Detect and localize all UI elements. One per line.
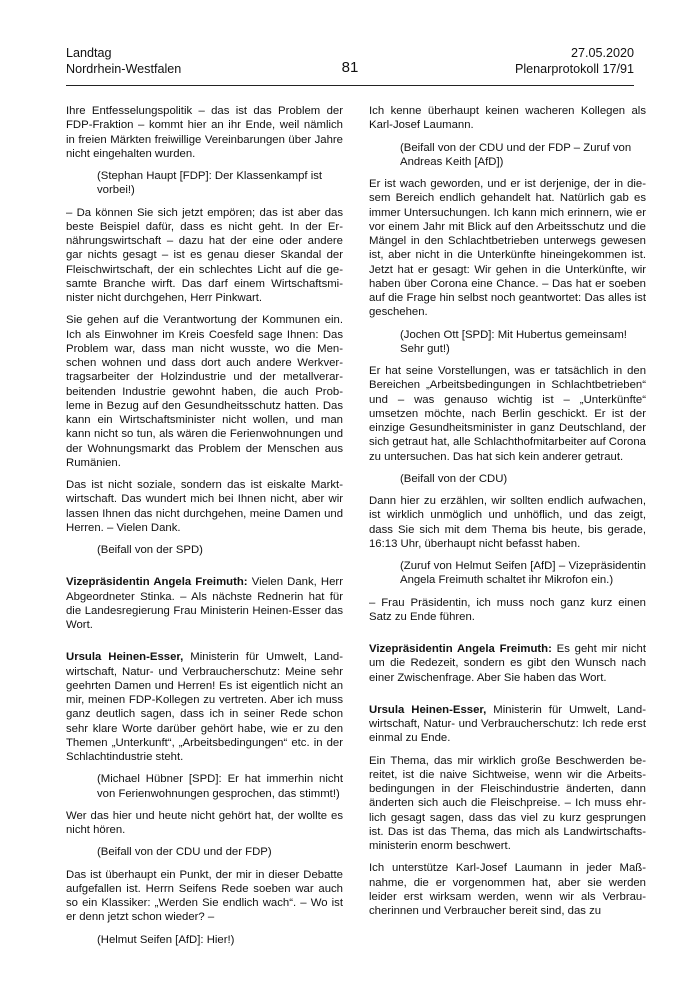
interjection: (Helmut Seifen [AfD]: Hier!) xyxy=(97,933,235,946)
header-landtag: Landtag xyxy=(66,46,112,60)
right-column xyxy=(369,104,646,926)
paragraph: Ich kenne überhaupt keinen wacheren Kollegen als Karl-Josef Laumann. xyxy=(369,105,646,132)
paragraph: Sie gehen auf die Verantwortung der Kommunen ein. Ich als Einwohner im Kreis Coesfeld sage Ihnen: Das Problem war, dass man nicht wusste, wo die Menschen wohnen und dass dort auch andere Werkvertragsarbeiter der Holzindustrie und der metallverarbeitenden Industrie gewohnt haben, die auch Probleme in Bezug auf den Gesundheitsschutz hatten. Das kann ein Wirtschaftsminister nicht wollen, und man kann nicht so tun, als wären die Ferienwohnungen und der Wohnungsmarkt das Problem der Menschen aus Rumänien. xyxy=(66,314,343,469)
paragraph: Ein Thema, das mir wirklich große Beschwerden bereitet, ist die naive Sichtweise, wenn wir die Arbeitsbedingungen in der Fleischindustrie änderten, dann änderten sich auch die Fleischpreise. – Ich muss ehrlich gesagt sagen, dass das viel zu kurz gesprungen ist. Das ist das Thema, das mich als Landwirtschaftsministerin enorm beschwert. xyxy=(369,754,646,852)
header-protocol xyxy=(515,46,634,77)
header-state: Nordrhein-Westfalen xyxy=(66,61,182,76)
header-rule xyxy=(66,85,634,86)
paragraph: – Da können Sie sich jetzt empören; das ist aber das beste Beispiel dafür, dass es nicht geht. In der Ernährungswirtschaft – dazu hat der eine oder andere gar nichts gesagt – ist es genau dieser Skandal der Fleischwirtschaft, der ein schlechtes Licht auf die gesamte Branche wirft. Das darf einem Wirtschaftsminister nicht durchgehen, Herr Pinkwart. xyxy=(66,206,343,304)
interjection: (Jochen Ott [SPD]: Mit Hubertus gemeinsam! Sehr gut!) xyxy=(400,328,627,355)
paragraph: Das ist überhaupt ein Punkt, der mir in dieser Debatte aufgefallen ist. Herrn Seifens Rede soeben war auch so ein Klassiker: „Werden Sie endlich wach“. – Wo ist er denn jetzt schon wieder? – xyxy=(66,868,343,924)
speaker-paragraph xyxy=(369,642,646,685)
applause-note: (Beifall von der SPD) xyxy=(97,544,203,556)
applause-note: (Beifall von der CDU und der FDP) xyxy=(97,846,272,859)
speaker-paragraph xyxy=(66,650,343,764)
interjection: (Michael Hübner [SPD]: Er hat immerhin nicht von Ferienwohnungen gesprochen, das stimmt!) xyxy=(97,773,343,800)
applause-note: (Beifall von der CDU) xyxy=(400,472,508,485)
paragraph: Dann hier zu erzählen, wir sollten endlich aufwachen, ist wirklich unmöglich und unhöflich, und das zeigt, dass Sie sich mit dem Thema bis heute, bis gerade, 16:13 Uhr, überhaupt nicht befasst haben. xyxy=(369,495,646,550)
speaker-name: Ursula Heinen-Esser, xyxy=(66,651,184,664)
speaker-name: Ursula Heinen-Esser, xyxy=(369,703,487,716)
header-protocol-number: Plenarprotokoll 17/91 xyxy=(514,61,634,76)
speaker-paragraph xyxy=(369,703,646,746)
paragraph: Er ist wach geworden, und er ist derjenige, der in diesem Bereich endlich gehandelt hat. Natürlich gab es immer Untersuchungen. Ich kann mich erinnern, wie er vor einem Jahr mit Blick auf den Arbeitsschutz und die Mängel in den Schlachtbetrieben unterwegs gewesen ist, aber nicht in die Unterkünfte hineingekommen ist. Jetzt hat er gesagt: Wir gehen in die Unterkünfte, wir haben über Corona eine Chance. – Das hat er soeben auf die Frage hin selbst noch geantwortet: Das alles ist geschehen. xyxy=(369,178,646,319)
paragraph: Wer das hier und heute nicht gehört hat, der wollte es nicht hören. xyxy=(66,809,343,836)
applause-note: (Beifall von der CDU und der FDP – Zuruf von Andreas Keith [AfD]) xyxy=(400,141,632,168)
speech-text: Vielen Dank, Herr Abgeordneter Stinka. – Als nächste Rednerin hat für die Landesregierung Frau Ministerin Heinen-Esser das Wort. xyxy=(66,576,343,631)
page-number: 81 xyxy=(341,59,359,76)
paragraph: Ich unterstütze Karl-Josef Laumann in jeder Maßnahme, die er vorgenommen hat, aber sie werden leider erst wirksam werden, wenn wir als Verbraucherinnen und Verbraucher bereit sind, das zu xyxy=(369,862,646,917)
speaker-name: Vizepräsidentin Angela Freimuth: xyxy=(369,643,552,655)
speech-text: Ministerin für Umwelt, Landwirtschaft, Natur- und Verbraucherschutz: Ich rede erst einmal zu Ende. xyxy=(369,703,646,745)
speaker-paragraph xyxy=(66,575,343,632)
header-date: 27.05.2020 xyxy=(570,46,634,60)
paragraph: Ihre Entfesselungspolitik – das ist das Problem der FDP-Fraktion – kommt hier an ihr Ende, weil nämlich in freien Märkten freiwillige Vereinbarungen über Jahre nicht eingehalten wurden. xyxy=(66,105,343,160)
interjection: (Stephan Haupt [FDP]: Der Klassenkampf ist vorbei!) xyxy=(97,170,323,197)
speech-text: Es geht mir nicht um die Redezeit, sondern es gibt den Wunsch nach einer Zwischenfrage. Aber Sie haben das Wort. xyxy=(369,643,647,684)
page-header xyxy=(66,46,634,90)
paragraph: – Frau Präsidentin, ich muss noch ganz kurz einen Satz zu Ende führen. xyxy=(369,596,646,623)
left-column xyxy=(66,104,343,955)
speech-text: Ministerin für Umwelt, Landwirtschaft, Natur- und Verbraucherschutz: Meine sehr geehrten Damen und Herren! Es ist eigentlich nicht an mir, meinen FDP-Kollegen zu vertreten. Aber ich muss ganz deutlich sagen, dass ich in seiner Rede schon sehr klare Worte darüber gehört habe, wie er zu den Themen „Unterkunft“, „Arbeitsbedingungen“ etc. in der Schlachtindustrie steht. xyxy=(66,651,343,763)
interjection: (Zuruf von Helmut Seifen [AfD] – Vizepräsidentin Angela Freimuth schaltet ihr Mikrofon ein.) xyxy=(400,560,646,587)
speaker-name: Vizepräsidentin Angela Freimuth: xyxy=(66,576,248,589)
paragraph: Er hat seine Vorstellungen, was er tatsächlich in den Bereichen „Arbeitsbedingungen in Schlachtbetrieben“ und – was genauso wichtig ist – „Unterkünfte“ umsetzen möchte, nach Berlin geschickt. Er ist der einzige Gesundheitsminister in ganz Deutschland, der sich getraut hat, alle Schlachthofmitarbeiter auf Corona zu untersuchen. Das hat sich kein anderer getraut. xyxy=(369,365,646,463)
paragraph: Das ist nicht soziale, sondern das ist eiskalte Marktwirtschaft. Das wundert mich bei Ihnen nicht, aber wir lassen Ihnen das nicht durchgehen, meine Damen und Herren. – Vielen Dank. xyxy=(66,479,343,534)
